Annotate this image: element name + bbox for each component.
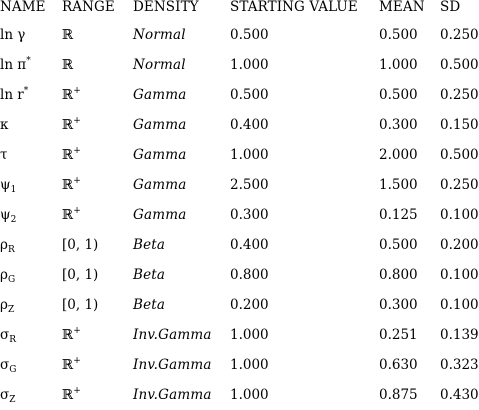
prior-density: Normal: [133, 57, 186, 73]
range-base: ℝ: [62, 147, 74, 163]
prior-sd: 0.323: [440, 357, 479, 373]
parameter-subscript: Z: [9, 395, 16, 405]
prior-density: Gamma: [133, 147, 187, 163]
prior-mean: 0.630: [379, 357, 418, 373]
parameter-symbol: ψ: [0, 207, 11, 223]
prior-density: Gamma: [133, 87, 187, 103]
parameter-symbol: ψ: [0, 177, 11, 193]
prior-sd: 0.250: [440, 87, 479, 103]
parameter-symbol: σ: [0, 357, 10, 373]
starting-value: 0.500: [230, 27, 269, 43]
range-superscript: +: [73, 176, 81, 186]
range-base: ℝ: [62, 387, 74, 403]
range-base: ℝ: [62, 27, 74, 43]
header-range: RANGE: [62, 0, 115, 15]
range-superscript: +: [73, 386, 81, 396]
range-base: [0, 1): [62, 297, 99, 313]
parameter-name: [0, 175, 16, 195]
parameter-name: [0, 295, 14, 315]
prior-mean: 2.000: [379, 147, 418, 163]
parameter-name: [0, 145, 7, 165]
parameter-name: [0, 385, 15, 405]
parameter-name: [0, 325, 16, 345]
parameter-subscript: 1: [10, 185, 17, 195]
table-row: [0, 110, 479, 140]
parameter-name: [0, 115, 8, 135]
starting-value: 0.300: [230, 207, 269, 223]
prior-density: Inv.Gamma: [133, 327, 212, 343]
range-base: ℝ: [62, 57, 74, 73]
starting-value: 0.500: [230, 87, 269, 103]
prior-density: Gamma: [133, 177, 187, 193]
parameter-name: [0, 55, 31, 75]
header-sd: SD: [440, 0, 461, 15]
table-row: [0, 50, 479, 80]
parameter-name: [0, 355, 16, 375]
range-superscript: +: [73, 356, 81, 366]
table-row: [0, 380, 479, 410]
parameter-symbol: ρ: [0, 267, 8, 283]
prior-sd: 0.100: [440, 207, 479, 223]
parameter-range: [62, 25, 73, 45]
table-row: [0, 80, 479, 110]
range-base: ℝ: [62, 87, 74, 103]
parameter-range: [62, 385, 81, 405]
parameter-range: [62, 85, 81, 105]
prior-mean: 0.500: [379, 27, 418, 43]
starting-value: 1.000: [230, 387, 269, 403]
range-superscript: +: [73, 146, 81, 156]
table-row: [0, 320, 479, 350]
parameter-subscript: G: [7, 275, 16, 285]
header-name: NAME: [0, 0, 46, 15]
prior-mean: 0.800: [379, 267, 418, 283]
table-row: [0, 170, 479, 200]
starting-value: 1.000: [230, 357, 269, 373]
table-body: [0, 20, 479, 410]
range-base: ℝ: [62, 327, 74, 343]
parameter-symbol: σ: [0, 327, 10, 343]
header-starting-value: STARTING VALUE: [230, 0, 358, 15]
range-base: ℝ: [62, 117, 74, 133]
range-superscript: +: [73, 326, 81, 336]
parameter-symbol: κ: [0, 117, 9, 133]
range-base: ℝ: [62, 177, 74, 193]
starting-value: 0.400: [230, 117, 269, 133]
table-row: [0, 20, 479, 50]
range-superscript: +: [73, 206, 81, 216]
parameter-symbol: ln γ: [0, 27, 26, 43]
parameter-subscript: Z: [7, 305, 15, 315]
prior-mean: 0.125: [379, 207, 418, 223]
table-row: [0, 260, 479, 290]
parameter-symbol: ln r: [0, 87, 24, 103]
prior-sd: 0.250: [440, 177, 479, 193]
prior-sd: 0.150: [440, 117, 479, 133]
starting-value: 0.400: [230, 237, 269, 253]
parameter-symbol: τ: [0, 147, 8, 163]
parameter-range: [62, 145, 81, 165]
prior-sd: 0.200: [440, 237, 479, 253]
range-base: [0, 1): [62, 237, 99, 253]
prior-mean: 0.500: [379, 87, 418, 103]
starting-value: 2.500: [230, 177, 269, 193]
prior-mean: 0.251: [379, 327, 418, 343]
parameter-symbol: ρ: [0, 297, 8, 313]
table-row: [0, 290, 479, 320]
parameter-name: [0, 205, 16, 225]
prior-sd: 0.250: [440, 27, 479, 43]
header-mean: MEAN: [379, 0, 425, 15]
prior-sd: 0.500: [440, 147, 479, 163]
starting-value: 0.200: [230, 297, 269, 313]
parameter-name: [0, 85, 28, 105]
parameter-subscript: G: [9, 365, 17, 375]
parameter-symbol: ln π: [0, 57, 27, 73]
parameter-range: [62, 175, 81, 195]
prior-mean: 0.500: [379, 237, 418, 253]
table-row: [0, 350, 479, 380]
parameter-name: [0, 25, 25, 45]
prior-sd: 0.100: [440, 297, 479, 313]
prior-density: Beta: [133, 297, 166, 313]
parameter-name: [0, 235, 15, 255]
parameter-symbol: σ: [0, 387, 10, 403]
range-superscript: +: [73, 116, 81, 126]
prior-sd: 0.139: [440, 327, 479, 343]
prior-density: Gamma: [133, 207, 187, 223]
prior-mean: 1.500: [379, 177, 418, 193]
prior-sd: 0.500: [440, 57, 479, 73]
parameter-subscript: 2: [10, 215, 17, 225]
parameter-symbol: ρ: [0, 237, 8, 253]
prior-density: Normal: [133, 27, 186, 43]
range-base: ℝ: [62, 357, 74, 373]
table-row: [0, 140, 479, 170]
range-superscript: +: [73, 86, 81, 96]
starting-value: 1.000: [230, 147, 269, 163]
parameter-range: [62, 55, 73, 75]
prior-density: Beta: [133, 267, 166, 283]
parameter-range: [62, 205, 81, 225]
starting-value: 1.000: [230, 327, 269, 343]
prior-density: Inv.Gamma: [133, 357, 212, 373]
table-header-row: [0, 0, 474, 20]
parameter-range: [62, 355, 81, 375]
prior-mean: 0.300: [379, 117, 418, 133]
prior-mean: 0.875: [379, 387, 418, 403]
parameter-range: [62, 115, 81, 135]
parameter-subscript: R: [9, 335, 16, 345]
prior-density: Gamma: [133, 117, 187, 133]
parameter-range: [62, 295, 98, 315]
table-row: [0, 200, 479, 230]
prior-sd: 0.430: [440, 387, 479, 403]
prior-density: Beta: [133, 237, 166, 253]
starting-value: 1.000: [230, 57, 269, 73]
parameter-superscript: *: [26, 56, 31, 66]
range-base: [0, 1): [62, 267, 99, 283]
prior-density: Inv.Gamma: [133, 387, 212, 403]
parameter-range: [62, 235, 98, 255]
prior-mean: 0.300: [379, 297, 418, 313]
header-density: DENSITY: [133, 0, 199, 15]
prior-mean: 1.000: [379, 57, 418, 73]
prior-sd: 0.100: [440, 267, 479, 283]
parameter-superscript: *: [23, 86, 29, 96]
table-row: [0, 230, 479, 260]
starting-value: 0.800: [230, 267, 269, 283]
parameter-range: [62, 325, 81, 345]
range-base: ℝ: [62, 207, 74, 223]
parameter-range: [62, 265, 98, 285]
parameter-name: [0, 265, 15, 285]
parameter-subscript: R: [7, 245, 15, 255]
